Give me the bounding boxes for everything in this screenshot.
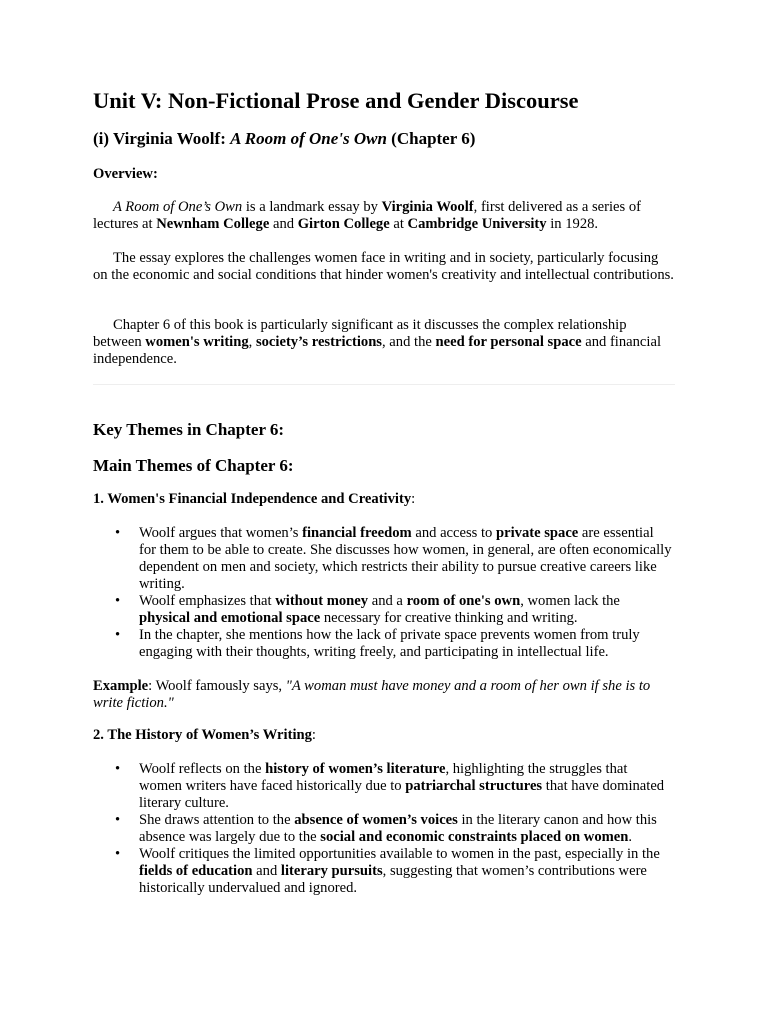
text-run: , suggesting that women’s contributions were historically undervalued and ignored.: [139, 863, 647, 896]
text-run: and a: [368, 593, 407, 609]
list-item: [139, 761, 674, 812]
theme-2-heading-text: 2. The History of Women’s Writing: [93, 727, 312, 743]
theme-2-heading: [93, 727, 674, 744]
text-run: Woolf critiques the limited opportunities available to women in the past, especially in the: [139, 846, 660, 862]
text-run: that have dominated literary culture.: [139, 778, 665, 811]
italic-text: "A woman must have money and a room of her own if she is to write fiction.": [93, 678, 651, 711]
overview-heading: Overview:: [93, 166, 158, 182]
text-run: are essential for them to be able to create. She discusses how women, in general, are often economically dependent on men and society, which restricts their ability to pursue creative careers like writing.: [139, 525, 672, 592]
theme-1-heading-text: 1. Women's Financial Independence and Creativity: [93, 491, 412, 507]
bold-text: Example: [93, 678, 149, 694]
list-item: [139, 593, 674, 627]
bold-text: society’s restrictions: [255, 334, 382, 350]
text-run: and: [252, 863, 281, 879]
bold-text: Girton College: [297, 216, 390, 232]
text-run: Woolf reflects on the: [139, 761, 266, 777]
main-themes-heading: Main Themes of Chapter 6:: [93, 456, 294, 475]
bold-text: fields of education: [139, 863, 253, 879]
subtitle: [93, 129, 674, 149]
theme-1-heading-colon: :: [411, 491, 416, 507]
text-run: at: [389, 216, 408, 232]
text-run: is a landmark essay by: [242, 199, 382, 215]
bold-text: private space: [496, 525, 579, 541]
text-run: Chapter 6 of this book is particularly significant as it discusses the complex relationship between: [93, 317, 627, 350]
bold-text: social and economic constraints placed on women: [320, 829, 629, 845]
bold-text: physical and emotional space: [139, 610, 321, 626]
key-themes-heading: Key Themes in Chapter 6:: [93, 420, 285, 439]
overview-paragraph-1: [93, 199, 674, 233]
text-run: ,: [248, 334, 256, 350]
subtitle-book: A Room of One's Own: [230, 129, 387, 148]
text-run: The essay explores the challenges women face in writing and in society, particularly focusing on the economic and social conditions that hinder women's creativity and intellectual contributions.: [93, 250, 674, 283]
text-run: and financial independence.: [93, 334, 661, 367]
bold-text: patriarchal structures: [405, 778, 543, 794]
bold-text: without money: [275, 593, 369, 609]
bold-text: need for personal space: [435, 334, 582, 350]
text-run: She draws attention to the: [139, 812, 295, 828]
text-run: in 1928.: [546, 216, 599, 232]
bold-text: Virginia Woolf: [381, 199, 474, 215]
subtitle-suffix: (Chapter 6): [386, 129, 476, 148]
bold-text: financial freedom: [302, 525, 412, 541]
bold-text: literary pursuits: [280, 863, 383, 879]
text-run: and access to: [411, 525, 496, 541]
bold-text: history of women’s literature: [265, 761, 446, 777]
text-run: : Woolf famously says,: [148, 678, 286, 694]
italic-text: A Room of One’s Own: [113, 199, 243, 215]
theme-2-list: [93, 761, 674, 897]
bold-text: Cambridge University: [407, 216, 547, 232]
text-run: , highlighting the struggles that women writers have faced historically due to: [139, 761, 628, 794]
text-run: In the chapter, she mentions how the lack of private space prevents women from truly engaging with their thoughts, writing freely, and participating in intellectual life.: [139, 627, 640, 660]
text-run: Woolf argues that women’s: [139, 525, 303, 541]
overview-paragraph-3: [93, 317, 674, 368]
list-item: [139, 525, 674, 593]
subtitle-prefix: (i) Virginia Woolf:: [93, 129, 231, 148]
theme-1-example: [93, 678, 674, 712]
theme-1-list: [93, 525, 674, 661]
text-run: Woolf emphasizes that: [139, 593, 276, 609]
text-run: , first delivered as a series of lectures at: [93, 199, 641, 232]
bold-text: Newnham College: [156, 216, 270, 232]
text-run: .: [628, 829, 633, 845]
section-divider: [93, 384, 675, 385]
text-run: in the literary canon and how this absence was largely due to the: [139, 812, 657, 845]
overview-paragraph-2: [93, 250, 674, 284]
theme-1-heading: [93, 491, 674, 508]
bold-text: absence of women’s voices: [294, 812, 458, 828]
bold-text: room of one's own: [406, 593, 521, 609]
text-run: necessary for creative thinking and writing.: [320, 610, 578, 626]
text-run: , and the: [382, 334, 436, 350]
page-title: Unit V: Non-Fictional Prose and Gender Discourse: [93, 88, 579, 113]
bold-text: women's writing: [145, 334, 249, 350]
list-item: [139, 627, 674, 661]
list-item: [139, 846, 674, 897]
list-item: [139, 812, 674, 846]
theme-2-heading-colon: :: [311, 727, 316, 743]
text-run: , women lack the: [520, 593, 620, 609]
text-run: and: [269, 216, 298, 232]
